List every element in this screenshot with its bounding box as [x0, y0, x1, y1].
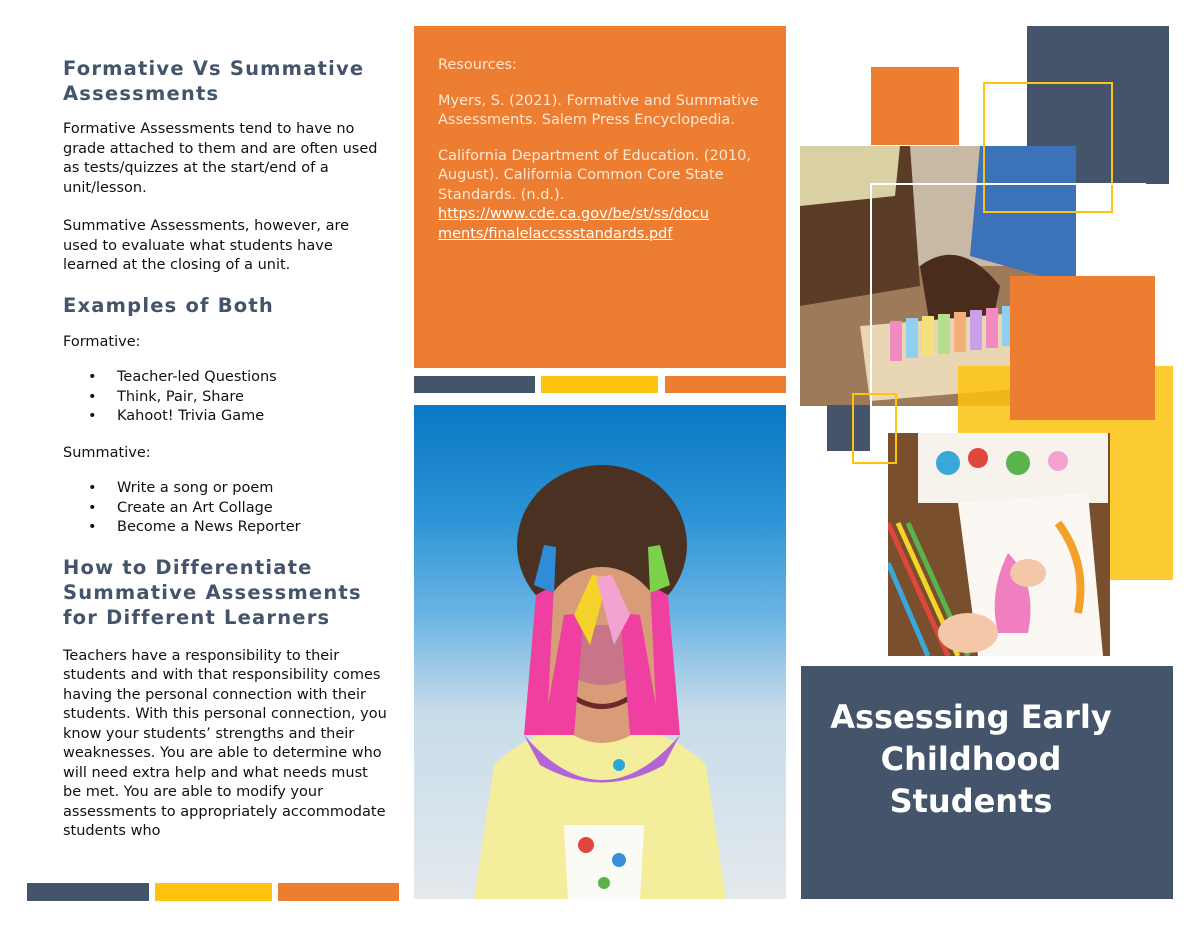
formative-label: Formative:	[63, 333, 141, 350]
list-item: • Teacher-led Questions	[63, 368, 393, 388]
cde-link-line1[interactable]: https://www.cde.ca.gov/be/st/ss/docu	[438, 206, 709, 222]
cover-title-line1: Assessing Early	[830, 698, 1112, 736]
orange-bar	[278, 883, 399, 901]
heading-how-to-differentiate: How to Differentiate Summative Assessments for Different Learners	[63, 555, 362, 629]
cover-title-line3: Students	[889, 782, 1053, 820]
orange-square-top	[871, 67, 959, 145]
yellow-outline-square-small	[852, 393, 897, 464]
orange-bar	[665, 376, 786, 393]
navy-bar	[27, 883, 149, 901]
photo-child-painted-hands	[414, 405, 786, 899]
reference-cde-link[interactable]	[438, 205, 768, 244]
heading-formative-vs-summative: Formative Vs Summative Assessments	[63, 57, 365, 105]
list-item: • Kahoot! Trivia Game	[63, 407, 393, 427]
orange-square-mid	[1010, 276, 1155, 420]
reference-cde: California Department of Education. (2010, August). California Common Core State Standards. (n.d.).	[438, 147, 751, 203]
cde-link-line2[interactable]: ments/finalelaccssstandards.pdf	[438, 225, 673, 242]
cover-title-line2: Childhood	[880, 740, 1062, 778]
resources-panel	[414, 26, 786, 368]
list-item: • Become a News Reporter	[63, 518, 393, 538]
navy-bar	[414, 376, 535, 393]
formative-examples-list	[63, 368, 393, 427]
photo-child-drawing	[888, 433, 1110, 656]
paragraph-formative-definition: Formative Assessments tend to have no grade attached to them and are often used as tests/quizzes at the start/end of a unit/lesson.	[63, 121, 378, 196]
list-item: • Think, Pair, Share	[63, 388, 393, 408]
yellow-bar	[155, 883, 272, 901]
summative-examples-list	[63, 479, 393, 538]
paragraph-differentiation: Teachers have a responsibility to their students and with that responsibility comes having the personal connection with their students. With this personal connection, you know your students’ strengths and their weaknesses. You are able to determine who will need extra help and what needs must be met. You are able to modify your assessments to appropriately accommodate students who	[63, 647, 387, 839]
yellow-bar	[541, 376, 658, 393]
resources-label: Resources:	[438, 57, 517, 73]
list-item: • Write a song or poem	[63, 479, 393, 499]
paragraph-summative-definition: Summative Assessments, however, are used to evaluate what students have learned at the closing of a unit.	[63, 218, 350, 273]
reference-myers: Myers, S. (2021). Formative and Summative Assessments. Salem Press Encyclopedia.	[438, 92, 759, 128]
summative-label: Summative:	[63, 444, 151, 461]
list-item: • Create an Art Collage	[63, 499, 393, 519]
left-panel	[63, 56, 393, 842]
cover-title-panel	[801, 666, 1173, 899]
heading-examples-of-both: Examples of Both	[63, 293, 274, 317]
